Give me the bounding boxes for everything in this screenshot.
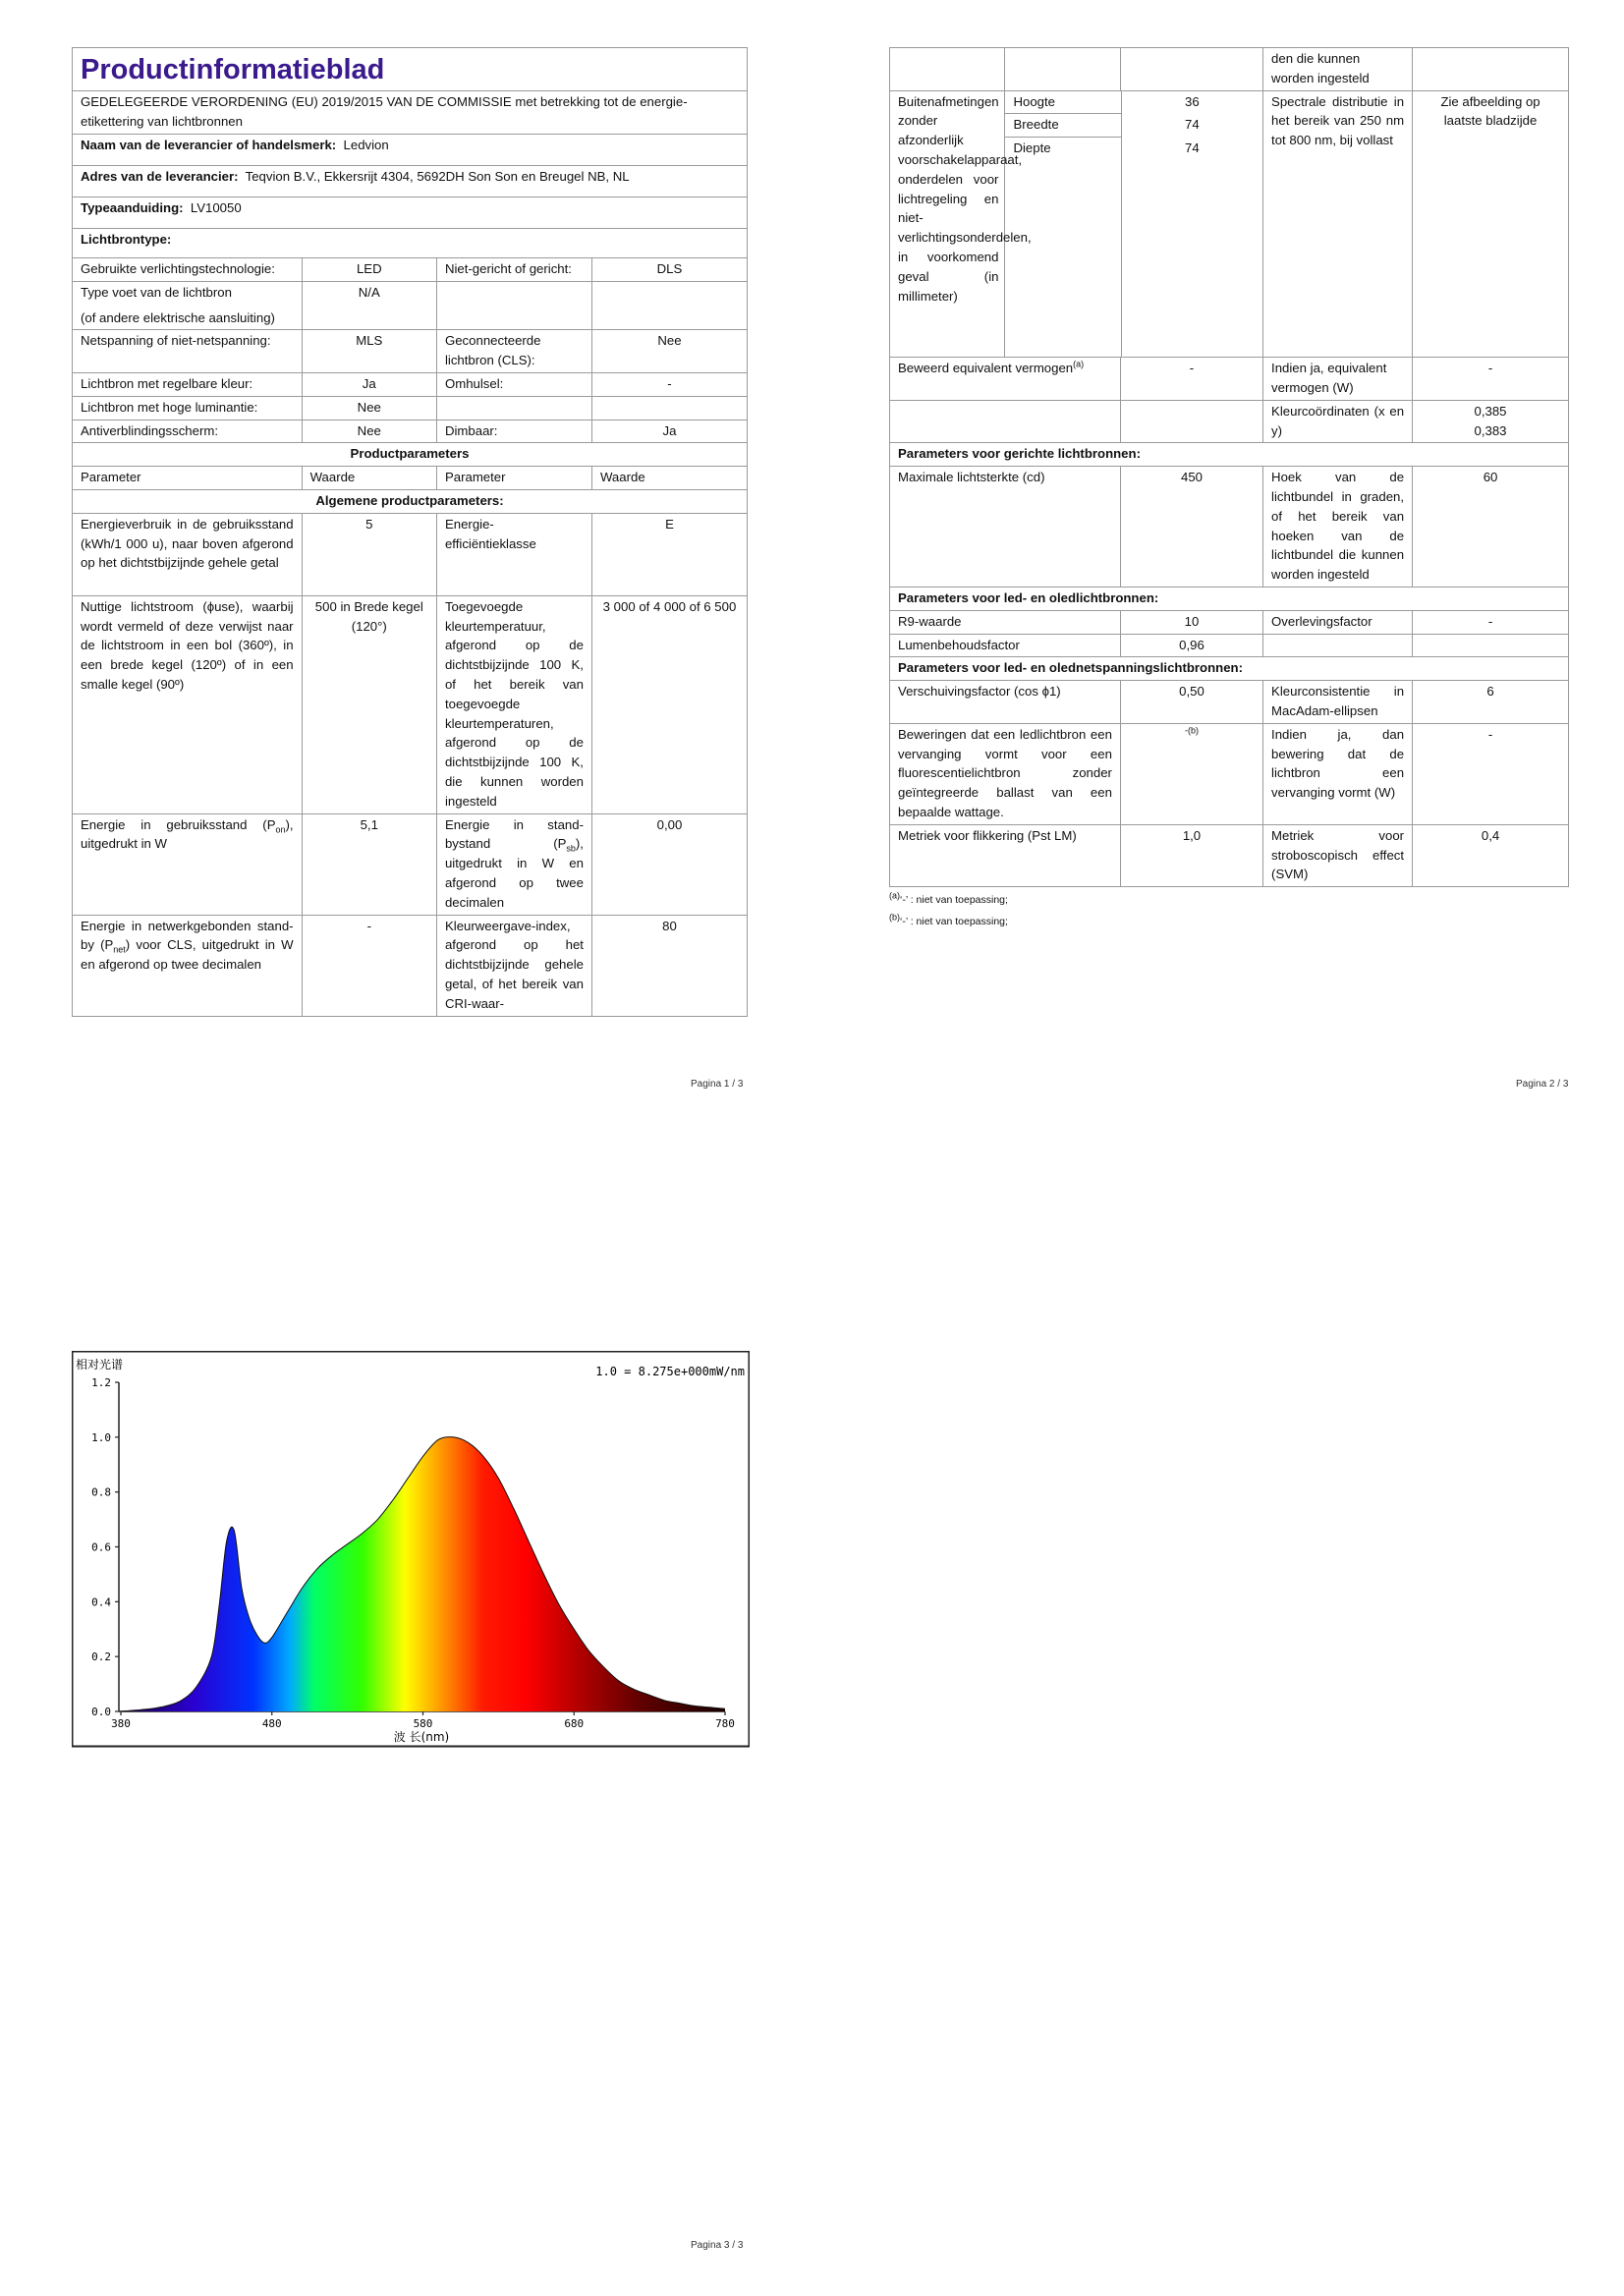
footnote-a-mark: (a) bbox=[1073, 359, 1085, 369]
footnote-a bbox=[889, 889, 1569, 911]
page-number-2: Pagina 2 / 3 bbox=[1516, 1079, 1569, 1090]
empty-cell bbox=[436, 396, 591, 420]
page-number-3: Pagina 3 / 3 bbox=[691, 2240, 744, 2251]
y-tick-label: 0.4 bbox=[91, 1596, 111, 1609]
tech-value: LED bbox=[302, 258, 436, 282]
r9-label: R9-waarde bbox=[890, 610, 1121, 634]
lumen-maintenance-label: Lumenbehoudsfactor bbox=[890, 634, 1121, 657]
led-oled-heading: Parameters voor led- en oledlichtbronnen: bbox=[890, 587, 1569, 610]
r9-value: 10 bbox=[1120, 610, 1262, 634]
chart-annotation: 1.0 = 8.275e+000mW/nm bbox=[595, 1365, 745, 1378]
replacement-claim-label: Beweringen dat een ledlichtbron een vervanging vormt voor een fluorescentielichtbron zonder geïntegreerde ballast van een bepaalde wattage. bbox=[890, 723, 1121, 824]
supplier-label: Naam van de leverancier of handelsmerk: bbox=[81, 138, 337, 152]
beam-angle-value: 60 bbox=[1413, 467, 1569, 588]
empty-cell bbox=[890, 400, 1121, 443]
y-tick-label: 0.0 bbox=[91, 1706, 111, 1718]
psb-sub: sb bbox=[566, 843, 576, 854]
on-mode-power-label bbox=[73, 813, 303, 915]
mains-label: Netspanning of niet-netspanning: bbox=[73, 330, 303, 373]
mains-value: MLS bbox=[302, 330, 436, 373]
peak-intensity-label: Maximale lichtsterkte (cd) bbox=[890, 467, 1121, 588]
width-value: 74 bbox=[1185, 116, 1200, 132]
displacement-factor-label: Verschuivingsfactor (cos ϕ1) bbox=[890, 681, 1121, 724]
survival-factor-label: Overlevingsfactor bbox=[1263, 610, 1413, 634]
page-1 bbox=[72, 47, 748, 1017]
address-label: Adres van de leverancier: bbox=[81, 169, 239, 184]
cap-type-label-2: (of andere elektrische aansluiting) bbox=[81, 309, 275, 325]
dimensions-values bbox=[1005, 90, 1263, 358]
cls-label: Geconnecteerde lichtbron (CLS): bbox=[436, 330, 591, 373]
cct-value: 3 000 of 4 000 of 6 500 bbox=[591, 595, 747, 813]
equivalent-power-text: Beweerd equivalent vermogen bbox=[898, 361, 1074, 376]
y-tick-label: 0.8 bbox=[91, 1485, 111, 1499]
empty-cell bbox=[1005, 48, 1120, 91]
cct-label: Toegevoegde kleurtemperatuur, afgerond op de dichtstbijzijnde 100 K, of het bereik van toegevoegde kleurtemperaturen, afgerond op de dichtstbijzijnde 100 K, die kunnen worden ingesteld bbox=[436, 595, 591, 813]
flicker-value: 1,0 bbox=[1120, 824, 1262, 886]
footnote-b bbox=[889, 911, 1569, 932]
replacement-w-label: Indien ja, dan bewering dat de lichtbron een vervanging vormt (W) bbox=[1263, 723, 1413, 824]
peak-intensity-value: 450 bbox=[1120, 467, 1262, 588]
useful-flux-label: Nuttige lichtstroom (ϕuse), waarbij wordt vermeld of deze verwijst naar de lichtstroom in een bol (360º), in een brede kegel (120º) of in een smalle kegel (90º) bbox=[73, 595, 303, 813]
replacement-w-value: - bbox=[1413, 723, 1569, 824]
header-parameter: Parameter bbox=[73, 467, 303, 490]
type-value: LV10050 bbox=[190, 200, 242, 215]
lumen-maintenance-value: 0,96 bbox=[1120, 634, 1262, 657]
y-tick-label: 0.2 bbox=[91, 1651, 111, 1664]
chromaticity-label: Kleurcoördinaten (x en y) bbox=[1263, 400, 1413, 443]
pnet-label-a: Energie in netwerkgebonden stand-by (P bbox=[81, 918, 294, 953]
cri-label: Kleurweergave-index, afgerond op het dichtstbijzijnde gehele getal, of het bereik van CRI-waar- bbox=[436, 915, 591, 1016]
general-params-heading: Algemene productparameters: bbox=[73, 489, 748, 513]
height-value: 36 bbox=[1185, 93, 1200, 109]
height-label: Hoogte bbox=[1005, 91, 1121, 114]
footnote-b-text: ‘-’ : niet van toepassing; bbox=[900, 916, 1008, 928]
dimensions-subtable bbox=[1005, 91, 1262, 358]
lightsource-type-label: Lichtbrontype: bbox=[73, 229, 748, 258]
equivalent-power-label bbox=[890, 358, 1121, 401]
beam-angle-label: Hoek van de lichtbundel in graden, of het bereik van hoeken van de lichtbundel die kunnen worden ingesteld bbox=[1263, 467, 1413, 588]
directional-heading: Parameters voor gerichte lichtbronnen: bbox=[890, 443, 1569, 467]
equivalent-power-value: - bbox=[1120, 358, 1262, 401]
empty-cell bbox=[1263, 634, 1413, 657]
x-tick-label: 480 bbox=[261, 1717, 282, 1730]
psb-label-a: Energie in stand-bystand (P bbox=[444, 816, 584, 852]
dimmable-value: Ja bbox=[591, 420, 747, 443]
footnote-a-text: ‘-’ : niet van toepassing; bbox=[900, 894, 1008, 907]
product-params-heading: Productparameters bbox=[73, 443, 748, 467]
pnet-sub: net bbox=[113, 944, 126, 955]
chart-title: 相对光谱 bbox=[76, 1358, 124, 1372]
network-standby-value: - bbox=[302, 915, 436, 1016]
cls-value: Nee bbox=[591, 330, 747, 373]
cap-type-label: Type voet van de lichtbron bbox=[81, 284, 232, 300]
header-value: Waarde bbox=[302, 467, 436, 490]
energy-class-value: E bbox=[591, 513, 747, 595]
depth-label: Diepte bbox=[1005, 138, 1121, 358]
envelope-label: Omhulsel: bbox=[436, 372, 591, 396]
type-label: Typeaanduiding: bbox=[81, 200, 184, 215]
stroboscopic-value: 0,4 bbox=[1413, 824, 1569, 886]
product-info-table-2 bbox=[889, 47, 1569, 887]
tunable-value: Ja bbox=[302, 372, 436, 396]
glare-label: Antiverblindingsscherm: bbox=[73, 420, 303, 443]
spectral-distribution-label: Spectrale distributie in het bereik van 250 nm tot 800 nm, bij vollast bbox=[1263, 90, 1413, 358]
regulation-text: GEDELEGEERDE VERORDENING (EU) 2019/2015 VAN DE COMMISSIE met betrekking tot de energie-etikettering van lichtbronnen bbox=[73, 91, 748, 135]
flicker-label: Metriek voor flikkering (Pst LM) bbox=[890, 824, 1121, 886]
cap-type-cell bbox=[73, 281, 303, 330]
highlum-value: Nee bbox=[302, 396, 436, 420]
energy-class-label: Energie-efficiëntieklasse bbox=[436, 513, 591, 595]
network-standby-label bbox=[73, 915, 303, 1016]
standby-power-label bbox=[436, 813, 591, 915]
x-tick-label: 780 bbox=[715, 1717, 735, 1730]
empty-cell bbox=[591, 396, 747, 420]
pon-label-b: ), uitgedrukt in W bbox=[81, 816, 294, 852]
spectral-distribution-chart bbox=[72, 1351, 750, 1754]
x-axis-label: 波 长(nm) bbox=[393, 1730, 450, 1744]
led-mains-heading: Parameters voor led- en olednetspanningslichtbronnen: bbox=[890, 657, 1569, 681]
cri-value: 80 bbox=[591, 915, 747, 1016]
macadam-label: Kleurconsistentie in MacAdam-ellipsen bbox=[1263, 681, 1413, 724]
x-tick-label: 380 bbox=[111, 1717, 131, 1730]
displacement-factor-value: 0,50 bbox=[1120, 681, 1262, 724]
pon-label-a: Energie in gebruiksstand (P bbox=[81, 816, 276, 832]
standby-power-value: 0,00 bbox=[591, 813, 747, 915]
footnote-a-marker: (a) bbox=[889, 890, 900, 901]
empty-cell bbox=[1413, 48, 1569, 91]
pon-sub: on bbox=[275, 824, 286, 835]
chromaticity-y: 0,383 bbox=[1474, 422, 1507, 438]
x-tick-label: 580 bbox=[413, 1717, 433, 1730]
replacement-claim-value bbox=[1120, 723, 1262, 824]
equivalent-w-label: Indien ja, equivalent vermogen (W) bbox=[1263, 358, 1413, 401]
address-row bbox=[73, 166, 748, 197]
y-tick-label: 1.2 bbox=[91, 1376, 111, 1389]
page-number-1: Pagina 1 / 3 bbox=[691, 1079, 744, 1090]
dimensions-label: Buitenafmetingen zonder afzonderlijk voorschakelapparaat, onderdelen voor lichtregeling en niet-verlichtingsonderdelen, in voorkomend geval (in millimeter) bbox=[890, 90, 1005, 358]
nondirectional-value: DLS bbox=[591, 258, 747, 282]
address-value: Teqvion B.V., Ekkersrijt 4304, 5692DH Son Son en Breugel NB, NL bbox=[245, 169, 630, 184]
tech-label: Gebruikte verlichtingstechnologie: bbox=[73, 258, 303, 282]
supplier-value: Ledvion bbox=[343, 138, 389, 152]
empty-cell bbox=[1120, 400, 1262, 443]
dimmable-label: Dimbaar: bbox=[436, 420, 591, 443]
empty-cell bbox=[436, 281, 591, 330]
chromaticity-values bbox=[1413, 400, 1569, 443]
stroboscopic-label: Metriek voor stroboscopisch effect (SVM) bbox=[1263, 824, 1413, 886]
empty-cell bbox=[1413, 634, 1569, 657]
tunable-label: Lichtbron met regelbare kleur: bbox=[73, 372, 303, 396]
empty-cell bbox=[591, 281, 747, 330]
equivalent-w-value: - bbox=[1413, 358, 1569, 401]
document-title: Productinformatieblad bbox=[73, 48, 748, 91]
width-label: Breedte bbox=[1005, 114, 1121, 138]
highlum-label: Lichtbron met hoge luminantie: bbox=[73, 396, 303, 420]
cap-type-value: N/A bbox=[302, 281, 436, 330]
pnet-label-b: ) voor CLS, uitgedrukt in W en afgerond op twee decimalen bbox=[81, 937, 294, 973]
energy-consumption-value: 5 bbox=[302, 513, 436, 595]
chromaticity-x: 0,385 bbox=[1474, 403, 1507, 419]
page-2 bbox=[889, 47, 1569, 932]
x-tick-label: 680 bbox=[564, 1717, 585, 1730]
depth-value: 74 bbox=[1185, 140, 1200, 155]
glare-value: Nee bbox=[302, 420, 436, 443]
footnote-b-marker: (b) bbox=[889, 912, 900, 923]
empty-cell bbox=[890, 48, 1005, 91]
type-row bbox=[73, 197, 748, 229]
footnote-b-mark: -(b) bbox=[1184, 725, 1199, 736]
energy-consumption-label: Energieverbruik in de gebruiksstand (kWh/1 000 u), naar boven afgerond op het dichtstbijzijnde gehele getal bbox=[73, 513, 303, 595]
spectral-distribution-value: Zie afbeelding op laatste bladzijde bbox=[1413, 90, 1569, 358]
empty-cell bbox=[1120, 48, 1262, 91]
envelope-value: - bbox=[591, 372, 747, 396]
useful-flux-value: 500 in Brede kegel (120°) bbox=[302, 595, 436, 813]
continued-text: den die kunnen worden ingesteld bbox=[1263, 48, 1413, 91]
header-parameter: Parameter bbox=[436, 467, 591, 490]
nondirectional-label: Niet-gericht of gericht: bbox=[436, 258, 591, 282]
y-tick-label: 0.6 bbox=[91, 1540, 111, 1554]
macadam-value: 6 bbox=[1413, 681, 1569, 724]
psb-label-b: ), uitgedrukt in W en afgerond op twee decimalen bbox=[444, 836, 584, 910]
y-tick-label: 1.0 bbox=[91, 1430, 111, 1444]
product-info-table-1 bbox=[72, 47, 748, 1017]
header-value: Waarde bbox=[591, 467, 747, 490]
survival-factor-value: - bbox=[1413, 610, 1569, 634]
on-mode-power-value: 5,1 bbox=[302, 813, 436, 915]
supplier-row bbox=[73, 135, 748, 166]
